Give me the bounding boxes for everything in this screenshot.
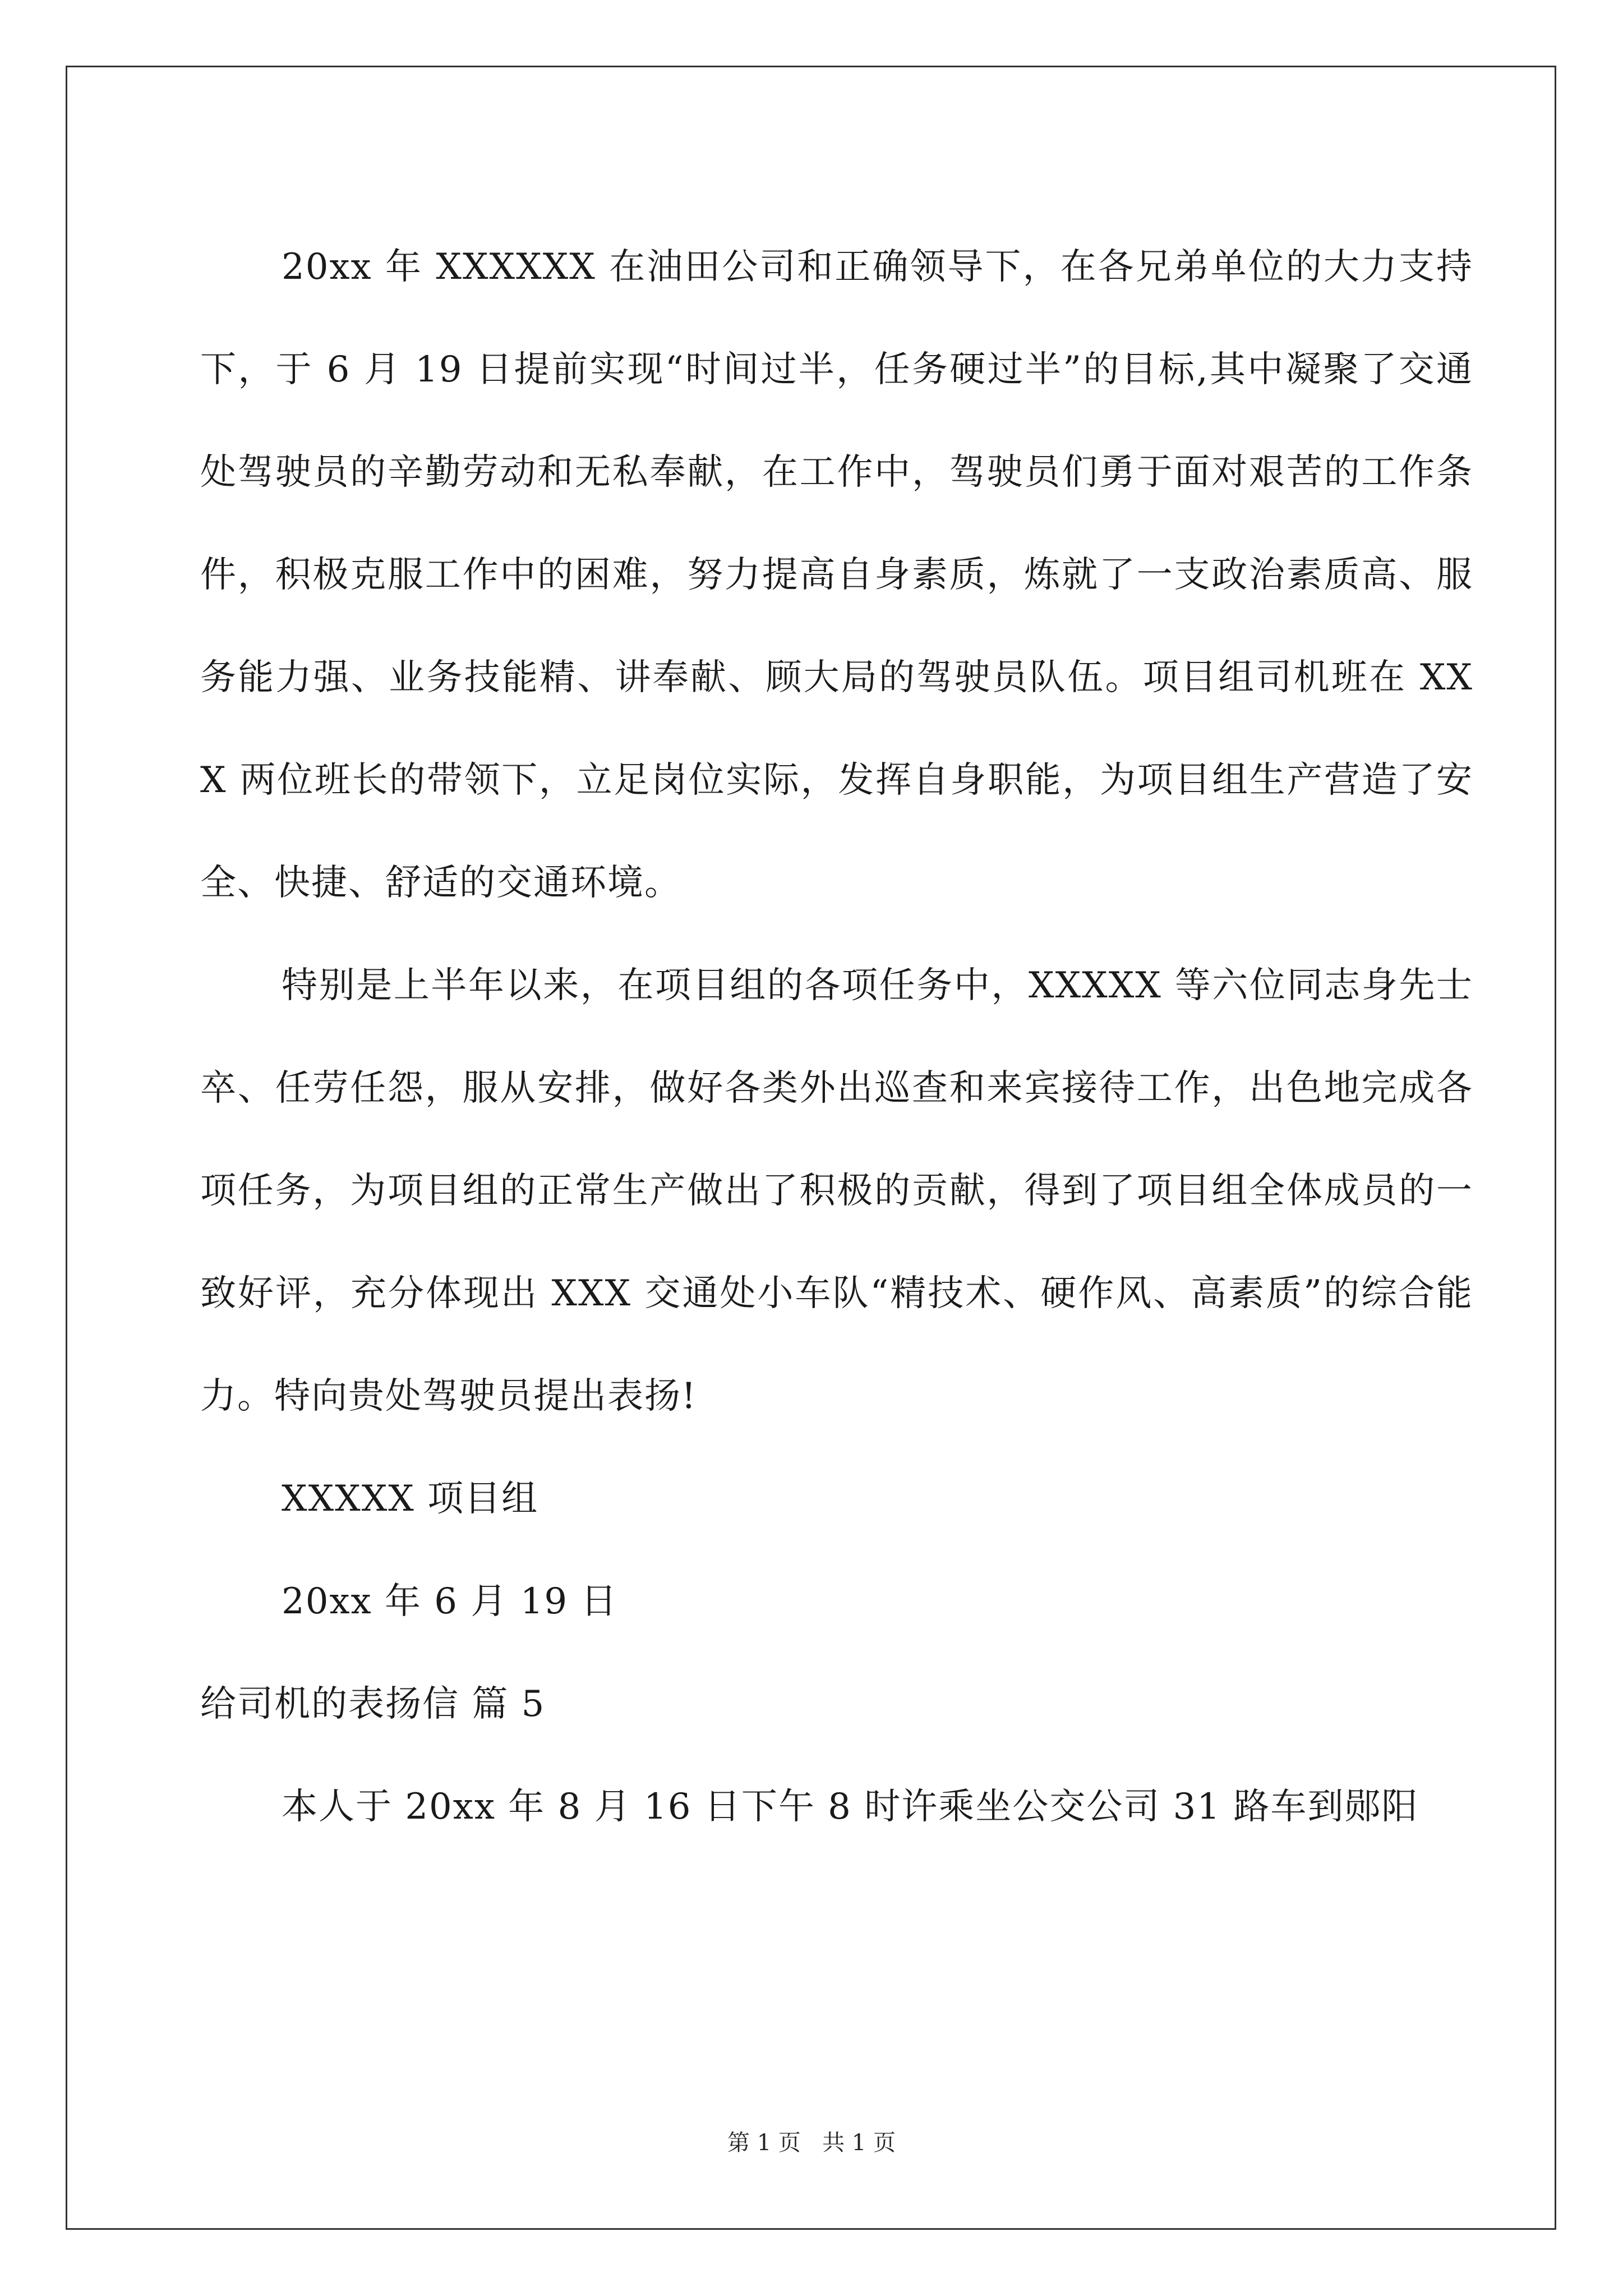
page-footer: 第 1 页 共 1 页 xyxy=(727,2130,896,2156)
paragraph-1: 20xx 年 XXXXXX 在油田公司和正确领导下，在各兄弟单位的大力支持下，于 6 月 19 日提前实现“时间过半，任务硬过半”的目标,其中凝聚了交通处驾驶员的辛勤劳动和无私奉献，在工作中，驾驶员们勇于面对艰苦的工作条件，积极克服工作中的困难，努力提高自身素质，炼就了一支政治素质高、服务能力强、业务技能精、讲奉献、顾大局的驾驶员队伍。项目组司机班在 XXX 两位班长的带领下，立足岗位实际，发挥自身职能，为项目组生产营造了安全、快捷、舒适的交通环境。 xyxy=(200,246,1473,904)
paragraph-3: 本人于 20xx 年 8 月 16 日下午 8 时许乘坐公交公司 31 路车到郧阳 xyxy=(282,1786,1419,1828)
date: 20xx 年 6 月 19 日 xyxy=(282,1581,618,1622)
paragraph-2: 特别是上半年以来，在项目组的各项任务中，XXXXX 等六位同志身先士卒、任劳任怨，服从安排，做好各类外出巡查和来宾接待工作，出色地完成各项任务，为项目组的正常生产做出了积极的贡献，得到了项目组全体成员的一致好评，充分体现出 XXX 交通处小车队“精技术、硬作风、高素质”的综合能力。特向贵处驾驶员提出表扬! xyxy=(200,965,1473,1417)
signature: XXXXX 项目组 xyxy=(282,1478,539,1520)
section-heading: 给司机的表扬信 篇 5 xyxy=(200,1683,546,1725)
document-body xyxy=(200,216,1473,1858)
